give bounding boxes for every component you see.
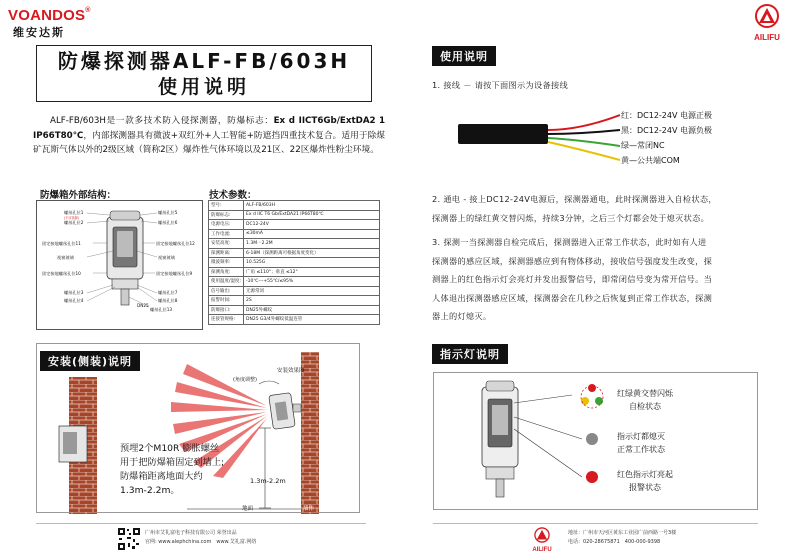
label-screw-4: 螺丝孔位4 bbox=[64, 298, 84, 303]
step-3: 3. 探测一当探测器自检完成后，探测器进入正常工作状态，此时如有人进 探测器的感应区域，探测器感应到有物体移动，接收信号强度发生改变，探 测器上的红色指示灯会亮灯并发出报警信号，即常闭信号变为常开信号。当 人体退出探测器感应区域，探测器会在几秒之后恢复到正常工作状态，探测 器上的灯熄灭。 bbox=[432, 237, 713, 321]
tech-key: 连接管规格: bbox=[209, 315, 244, 325]
wall-label: 墙体 bbox=[303, 506, 315, 512]
label-screw-9: 固定接地螺丝孔位9 bbox=[156, 271, 193, 276]
label-screw-2: 螺丝孔位2 bbox=[64, 220, 84, 225]
voandos-cn-name: 维安达斯 bbox=[13, 26, 65, 39]
voandos-logo: VOANDOS® bbox=[8, 7, 91, 24]
tech-row bbox=[209, 305, 380, 315]
label-dn25: DN25 bbox=[137, 303, 149, 308]
tech-key: 工作电流: bbox=[209, 229, 244, 239]
tech-row bbox=[209, 210, 380, 220]
tech-value: ALF-FB/603H bbox=[244, 201, 380, 211]
enclosure-drawing bbox=[37, 201, 204, 331]
tech-value: Ex d IIC T6 Gb/ExtDA21 IP66T80℃ bbox=[244, 210, 380, 220]
tech-value: 广角 ≤110°；垂直 ≤12° bbox=[244, 267, 380, 277]
label-window-right: 视窗玻璃 bbox=[158, 255, 175, 260]
install-heading: 安装(侧装)说明 bbox=[40, 351, 140, 371]
tech-heading: 技术参数： bbox=[209, 190, 257, 201]
label-screw-10: 固定接地螺丝孔位10 bbox=[42, 271, 81, 276]
tech-value: DC12-24V bbox=[244, 220, 380, 230]
label-screw-8: 螺丝孔位8 bbox=[158, 298, 178, 303]
tech-key: 使用温度/湿度: bbox=[209, 277, 244, 287]
tech-row bbox=[209, 229, 380, 239]
tech-row bbox=[209, 286, 380, 296]
indicator-selftest-label: 红绿黄交替闪烁 自检状态 bbox=[617, 389, 673, 411]
label-screw-6: 螺丝孔位6 bbox=[158, 220, 178, 225]
tech-value: 6-18M（探测距离可根据角度变化） bbox=[244, 248, 380, 258]
footer-ailifu-logo: AILIFU bbox=[529, 527, 555, 553]
tech-value: -10℃---+55℃/≤95% bbox=[244, 277, 380, 287]
structure-diagram: 螺丝孔位1 (不可拆卸) 螺丝孔位2 固定接地螺丝孔位11 视窗玻璃 固定接地螺丝孔位10 螺丝孔位3 螺丝孔位4 螺丝孔位5 螺丝孔位6 固定接地螺丝孔位12 视窗玻璃 固定接地螺丝孔位9 螺丝孔位7 螺丝孔位8 DN25 螺丝孔位13 bbox=[36, 200, 203, 330]
indicator-drawing bbox=[434, 373, 759, 511]
tech-row bbox=[209, 315, 380, 325]
tech-row bbox=[209, 258, 380, 268]
label-screw-11: 固定接地螺丝孔位11 bbox=[42, 241, 81, 246]
tech-value: 2S bbox=[244, 296, 380, 306]
tech-row bbox=[209, 201, 380, 211]
tech-key: 型号: bbox=[209, 201, 244, 211]
wire-black-label: 黑：DC12-24V 电源负极 bbox=[621, 126, 713, 135]
tech-key: 信号输出: bbox=[209, 286, 244, 296]
angle-label: (角度调整) bbox=[233, 377, 257, 383]
wire-red-label: 红：DC12-24V 电源正极 bbox=[621, 111, 713, 120]
label-screw-12: 固定接地螺丝孔位12 bbox=[156, 241, 195, 246]
label-screw-1: 螺丝孔位1 bbox=[64, 210, 84, 215]
page-subtitle: 使用说明 bbox=[157, 76, 250, 98]
qr-code bbox=[117, 527, 141, 555]
height-label: 1.3m-2.2m bbox=[250, 477, 286, 485]
indicator-alarm-label: 红色指示灯亮起 报警状态 bbox=[617, 470, 673, 492]
tech-key: 防爆标志: bbox=[209, 210, 244, 220]
usage-heading: 使用说明 bbox=[432, 46, 496, 66]
structure-heading: 防爆箱外部结构： bbox=[40, 190, 117, 201]
tech-key: 安装高度: bbox=[209, 239, 244, 249]
tech-value: ≤30mA bbox=[244, 229, 380, 239]
ailifu-triangle-icon bbox=[753, 4, 781, 28]
wire-green-label: 绿—常闭NC bbox=[621, 141, 665, 150]
footer-ailifu-icon bbox=[533, 527, 551, 543]
label-screw-13: 螺丝孔位13 bbox=[150, 307, 173, 312]
tech-key: 报警时间: bbox=[209, 296, 244, 306]
install-instructions: 预埋2个M10R 膨胀螺丝 用于把防爆箱固定到墙上; 防爆箱距离地面大约 1.3m-2.2m。 bbox=[120, 443, 225, 496]
tech-value: 1.3M一2.2M bbox=[244, 239, 380, 249]
tech-value: DN25 G3/4外螺纹低温连管 bbox=[244, 315, 380, 325]
label-window-left: 视窗玻璃 bbox=[57, 255, 74, 260]
tech-value: 10.525G bbox=[244, 258, 380, 268]
label-screw-3: 螺丝孔位3 bbox=[64, 290, 84, 295]
wiring-diagram bbox=[450, 100, 620, 170]
tech-row bbox=[209, 220, 380, 230]
indicator-normal-label: 指示灯都熄灭 正常工作状态 bbox=[617, 432, 665, 454]
ailifu-logo: AILIFU bbox=[746, 4, 788, 42]
tech-row bbox=[209, 239, 380, 249]
tech-value: DN25外螺纹 bbox=[244, 305, 380, 315]
step-1: 1. 接线 － 请按下面图示为设备接线 bbox=[432, 80, 568, 90]
title-box bbox=[36, 45, 372, 102]
wire-yellow-label: 黄—公共端COM bbox=[621, 156, 680, 165]
tech-key: 探测角度: bbox=[209, 267, 244, 277]
step-2: 2. 通电 - 接上DC12-24V电源后，探测器通电，此时探测器进入自检状态， 探测器上的绿红黄交替闪烁，持续3分钟，之后三个灯都会处于熄灭状态。 bbox=[432, 194, 717, 223]
footer-right: 地址：广州市天河区黄东工业园广前西路一号3楼 电话：020-28675871 400-000-9398 bbox=[568, 530, 677, 545]
tech-row bbox=[209, 267, 380, 277]
effect-label: 安装效果图 bbox=[277, 368, 305, 374]
page-title: 防爆探测器ALF-FB/603H bbox=[57, 49, 351, 73]
tech-row bbox=[209, 277, 380, 287]
footer-left: 广州市艾礼富电子科技有限公司 荣誉出品 官网: www.alephchina.com www.艾礼富.网络 bbox=[145, 530, 257, 545]
label-screw-7: 螺丝孔位7 bbox=[158, 290, 178, 295]
tech-table bbox=[208, 200, 380, 325]
tech-key: 防爆接口: bbox=[209, 305, 244, 315]
tech-key: 微波频率: bbox=[209, 258, 244, 268]
tech-value: 无源常闭 bbox=[244, 286, 380, 296]
ground-label: 地面 bbox=[242, 506, 254, 512]
tech-key: 探测距离: bbox=[209, 248, 244, 258]
tech-row bbox=[209, 248, 380, 258]
tech-row bbox=[209, 296, 380, 306]
tech-key: 电源电压: bbox=[209, 220, 244, 230]
label-screw-5: 螺丝孔位5 bbox=[158, 210, 178, 215]
intro-paragraph: ALF-FB/603H是一款多技术防入侵探测器，防爆标志：Ex d IICT6Gb/ExtDA2 1 IP66T80℃，内部探测器具有微波+双红外+人工智能+防遮挡四重技术复合。适用于除煤矿瓦斯气体以外的2级区域（简称2区）爆炸性气体环境以及21区、22区爆炸性粉尘环境。 bbox=[33, 116, 385, 155]
indicator-diagram bbox=[433, 372, 758, 510]
indicator-heading: 指示灯说明 bbox=[432, 344, 508, 364]
